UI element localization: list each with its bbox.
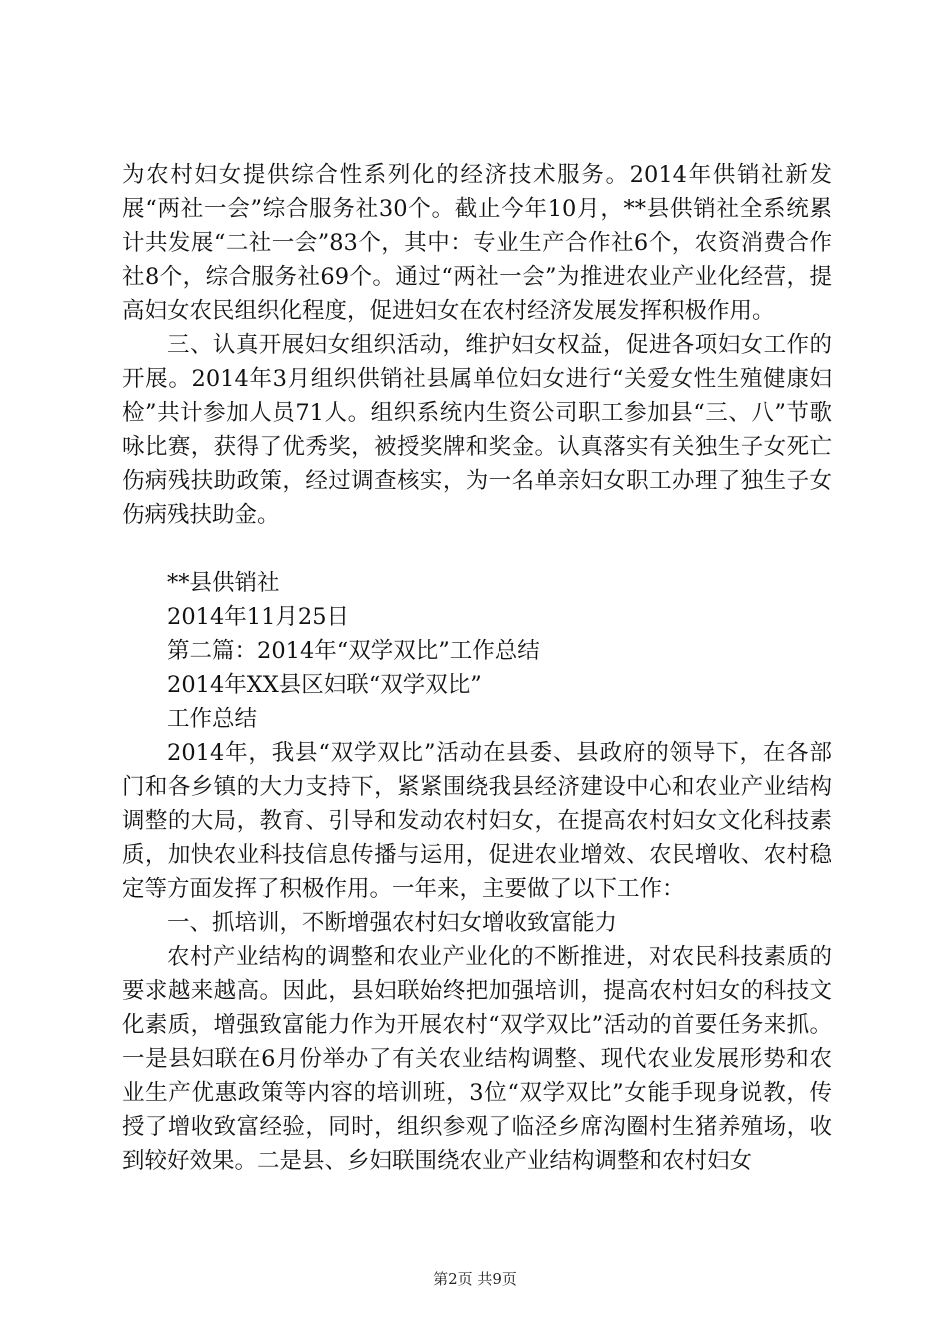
document-body	[122, 158, 832, 1178]
paragraph-introduction: 2014年，我县“双学双比”活动在县委、县政府的领导下，在各部门和各乡镇的大力支持下，紧紧围绕我县经济建设中心和农业产业结构调整的大局，教育、引导和发动农村妇女，在提高农村妇女文化科技素质，加快农业科技信息传播与运用，促进农业增效、农民增收、农村稳定等方面发挥了积极作用。一年来，主要做了以下工作：	[122, 740, 832, 902]
report-title: 2014年XX县区妇联“双学双比”	[167, 672, 482, 698]
report-subtitle: 工作总结	[167, 706, 258, 732]
paragraph-womens-activities: 三、认真开展妇女组织活动，维护妇女权益，促进各项妇女工作的开展。2014年3月组织供销社县属单位妇女进行“关爱女性生殖健康妇检”共计参加人员71人。组织系统内生资公司职工参加县“三、八”节歌咏比赛，获得了优秀奖，被授奖牌和奖金。认真落实有关独生子女死亡伤病残扶助政策，经过调查核实，为一名单亲妇女职工办理了独生子女伤病残扶助金。	[122, 332, 832, 528]
signature-date: 2014年11月25日	[167, 604, 350, 630]
paragraph-economic-services: 为农村妇女提供综合性系列化的经济技术服务。2014年供销社新发展“两社一会”综合服务社30个。截止今年10月，**县供销社全系统累计共发展“二社一会”83个，其中：专业生产合作社6个，农资消费合作社8个，综合服务社69个。通过“两社一会”为推进农业产业化经营，提高妇女农民组织化程度，促进妇女在农村经济发展发挥积极作用。	[122, 162, 832, 324]
page-number-footer: 第2页 共9页	[433, 1270, 517, 1288]
signature-organization: **县供销社	[167, 570, 280, 596]
paragraph-heading-training: 一、抓培训，不断增强农村妇女增收致富能力	[167, 910, 618, 936]
blank-line	[122, 532, 832, 566]
paragraph-training-details: 农村产业结构的调整和农业产业化的不断推进，对农民科技素质的要求越来越高。因此，县妇联始终把加强培训，提高农村妇女的科技文化素质，增强致富能力作为开展农村“双学双比”活动的首要任务来抓。一是县妇联在6月份举办了有关农业结构调整、现代农业发展形势和农业生产优惠政策等内容的培训班，3位“双学双比”女能手现身说教，传授了增收致富经验，同时，组织参观了临泾乡席沟圈村生猪养殖场，收到较好效果。二是县、乡妇联围绕农业产业结构调整和农村妇女	[122, 944, 832, 1174]
section-heading: 第二篇：2014年“双学双比”工作总结	[167, 638, 540, 664]
